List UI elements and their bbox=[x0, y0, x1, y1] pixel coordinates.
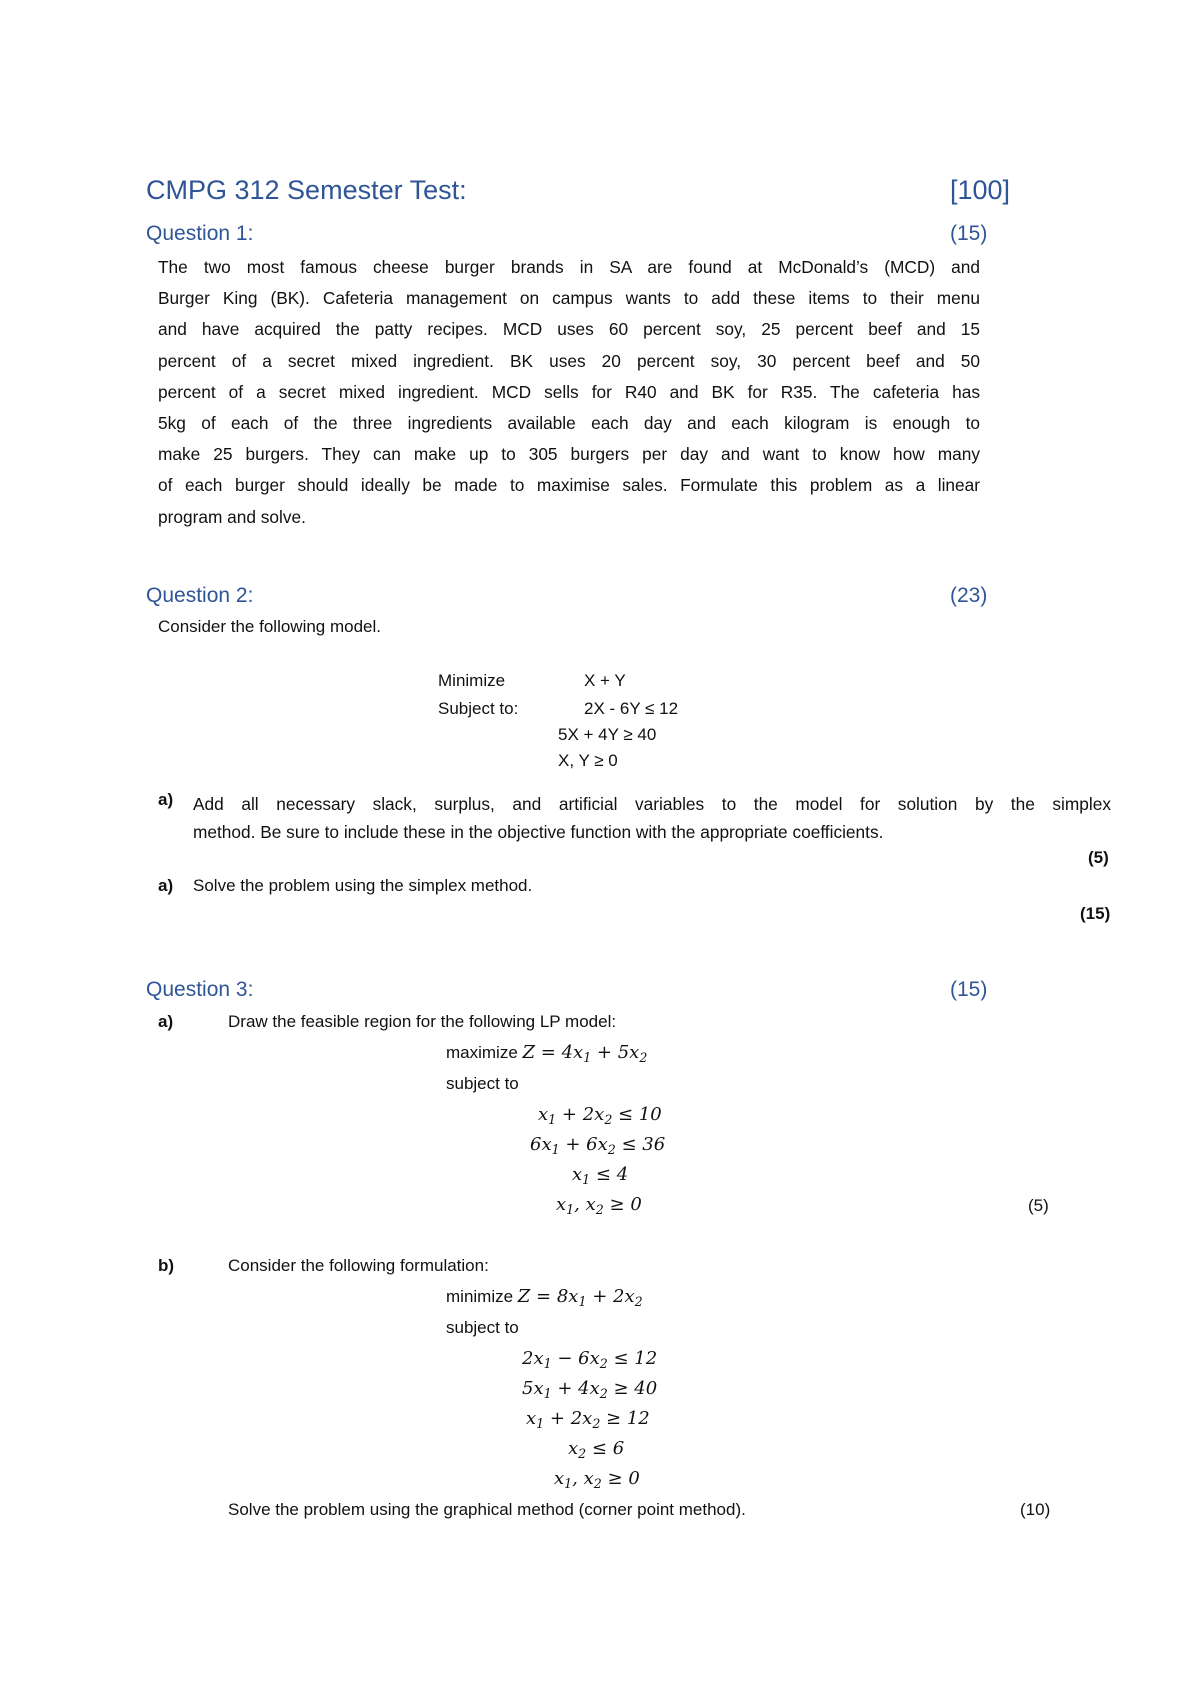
question-3b-marks: (10) bbox=[1020, 1500, 1051, 1519]
question-3-heading: Question 3: bbox=[146, 978, 254, 1001]
q3a-objective bbox=[446, 1042, 647, 1063]
constraint-2: 5X + 4Y ≥ 40 bbox=[558, 725, 657, 744]
q3a-constraint-1: $x_1 + 2x_2 \le 10$ bbox=[538, 1104, 662, 1127]
question-2a-marks: (5) bbox=[1088, 848, 1109, 867]
constraint-3: X, Y ≥ 0 bbox=[558, 751, 618, 770]
question-1-line: percent of a secret mixed ingredient. BK uses 20 percent soy, 30 percent beef and 50 bbox=[158, 350, 980, 371]
question-2-marks: (23) bbox=[950, 584, 988, 607]
q3a-subject-to: subject to bbox=[446, 1074, 519, 1093]
question-3-marks: (15) bbox=[950, 978, 988, 1001]
question-2b-label: a) bbox=[158, 876, 174, 895]
q3b-subject-to: subject to bbox=[446, 1318, 519, 1337]
question-2a-line: method. Be sure to include these in the objective function with the appropriate coefficients. bbox=[193, 822, 884, 842]
question-1-line: 5kg of each of the three ingredients available each day and each kilogram is enough to bbox=[158, 413, 980, 434]
question-2-heading: Question 2: bbox=[146, 584, 254, 607]
question-2a-label: a) bbox=[158, 790, 174, 809]
page-title: CMPG 312 Semester Test: bbox=[146, 175, 467, 205]
question-1-line: of each burger should ideally be made to maximise sales. Formulate this problem as a linear bbox=[158, 475, 980, 496]
q3a-constraint-2: $6x_1 + 6x_2 \le 36$ bbox=[530, 1134, 666, 1157]
question-2b-text: Solve the problem using the simplex method. bbox=[193, 876, 533, 895]
question-3a-text: Draw the feasible region for the following LP model: bbox=[228, 1012, 617, 1031]
q3a-constraint-4: $x_1$, $x_2 \ge 0$ bbox=[556, 1194, 642, 1217]
q3b-constraint-1: $2x_1 - 6x_2 \le 12$ bbox=[522, 1348, 658, 1371]
question-3a-marks: (5) bbox=[1028, 1196, 1049, 1215]
q3b-constraint-4: $x_2 \le 6$ bbox=[568, 1438, 625, 1461]
question-1-line: Burger King (BK). Cafeteria management on campus wants to add these items to their menu bbox=[158, 288, 980, 309]
question-3b-instruction: Solve the problem using the graphical method (corner point method). bbox=[228, 1500, 746, 1519]
question-3b-text: Consider the following formulation: bbox=[228, 1256, 489, 1275]
question-2-intro: Consider the following model. bbox=[158, 617, 382, 636]
minimize-label: minimize bbox=[446, 1287, 514, 1306]
q3a-constraint-3: $x_1 \le 4$ bbox=[572, 1164, 629, 1187]
question-3a-label: a) bbox=[158, 1012, 174, 1031]
question-1-marks: (15) bbox=[950, 222, 988, 245]
question-1-text bbox=[158, 252, 980, 533]
maximize-label: maximize bbox=[446, 1043, 518, 1062]
minimize-label: Minimize bbox=[438, 671, 506, 690]
objective-function: X + Y bbox=[584, 671, 626, 690]
question-2a-line: Add all necessary slack, surplus, and artificial variables to the model for solution by the simplex bbox=[193, 794, 1111, 814]
question-1-line: program and solve. bbox=[158, 506, 306, 527]
question-1-line: percent of a secret mixed ingredient. MCD sells for R40 and BK for R35. The cafeteria has bbox=[158, 381, 980, 402]
q3b-constraint-2: $5x_1 + 4x_2 \ge 40$ bbox=[522, 1378, 658, 1401]
total-marks: [100] bbox=[950, 175, 1011, 205]
question-3b-label: b) bbox=[158, 1256, 175, 1275]
objective-variable: Z bbox=[517, 1286, 531, 1307]
objective-expression: = $4x_1 + 5x_2$ bbox=[535, 1042, 648, 1065]
question-1-line: The two most famous cheese burger brands in SA are found at McDonald’s (MCD) and bbox=[158, 257, 980, 277]
question-1-line: and have acquired the patty recipes. MCD uses 60 percent soy, 25 percent beef and 15 bbox=[158, 319, 980, 340]
objective-variable: Z bbox=[522, 1042, 536, 1063]
question-1-line: make 25 burgers. They can make up to 305 burgers per day and want to know how many bbox=[158, 444, 980, 465]
objective-expression: = $8x_1 + 2x_2$ bbox=[530, 1286, 643, 1309]
question-1-heading: Question 1: bbox=[146, 222, 254, 245]
q3b-objective bbox=[446, 1286, 643, 1307]
constraint-1: 2X - 6Y ≤ 12 bbox=[584, 699, 679, 718]
question-2b-marks: (15) bbox=[1080, 904, 1111, 923]
q3b-constraint-3: $x_1 + 2x_2 \ge 12$ bbox=[526, 1408, 650, 1431]
q3b-constraint-5: $x_1$, $x_2 \ge 0$ bbox=[554, 1468, 640, 1491]
subject-to-label: Subject to: bbox=[438, 699, 519, 718]
question-2a-text bbox=[193, 790, 1111, 846]
